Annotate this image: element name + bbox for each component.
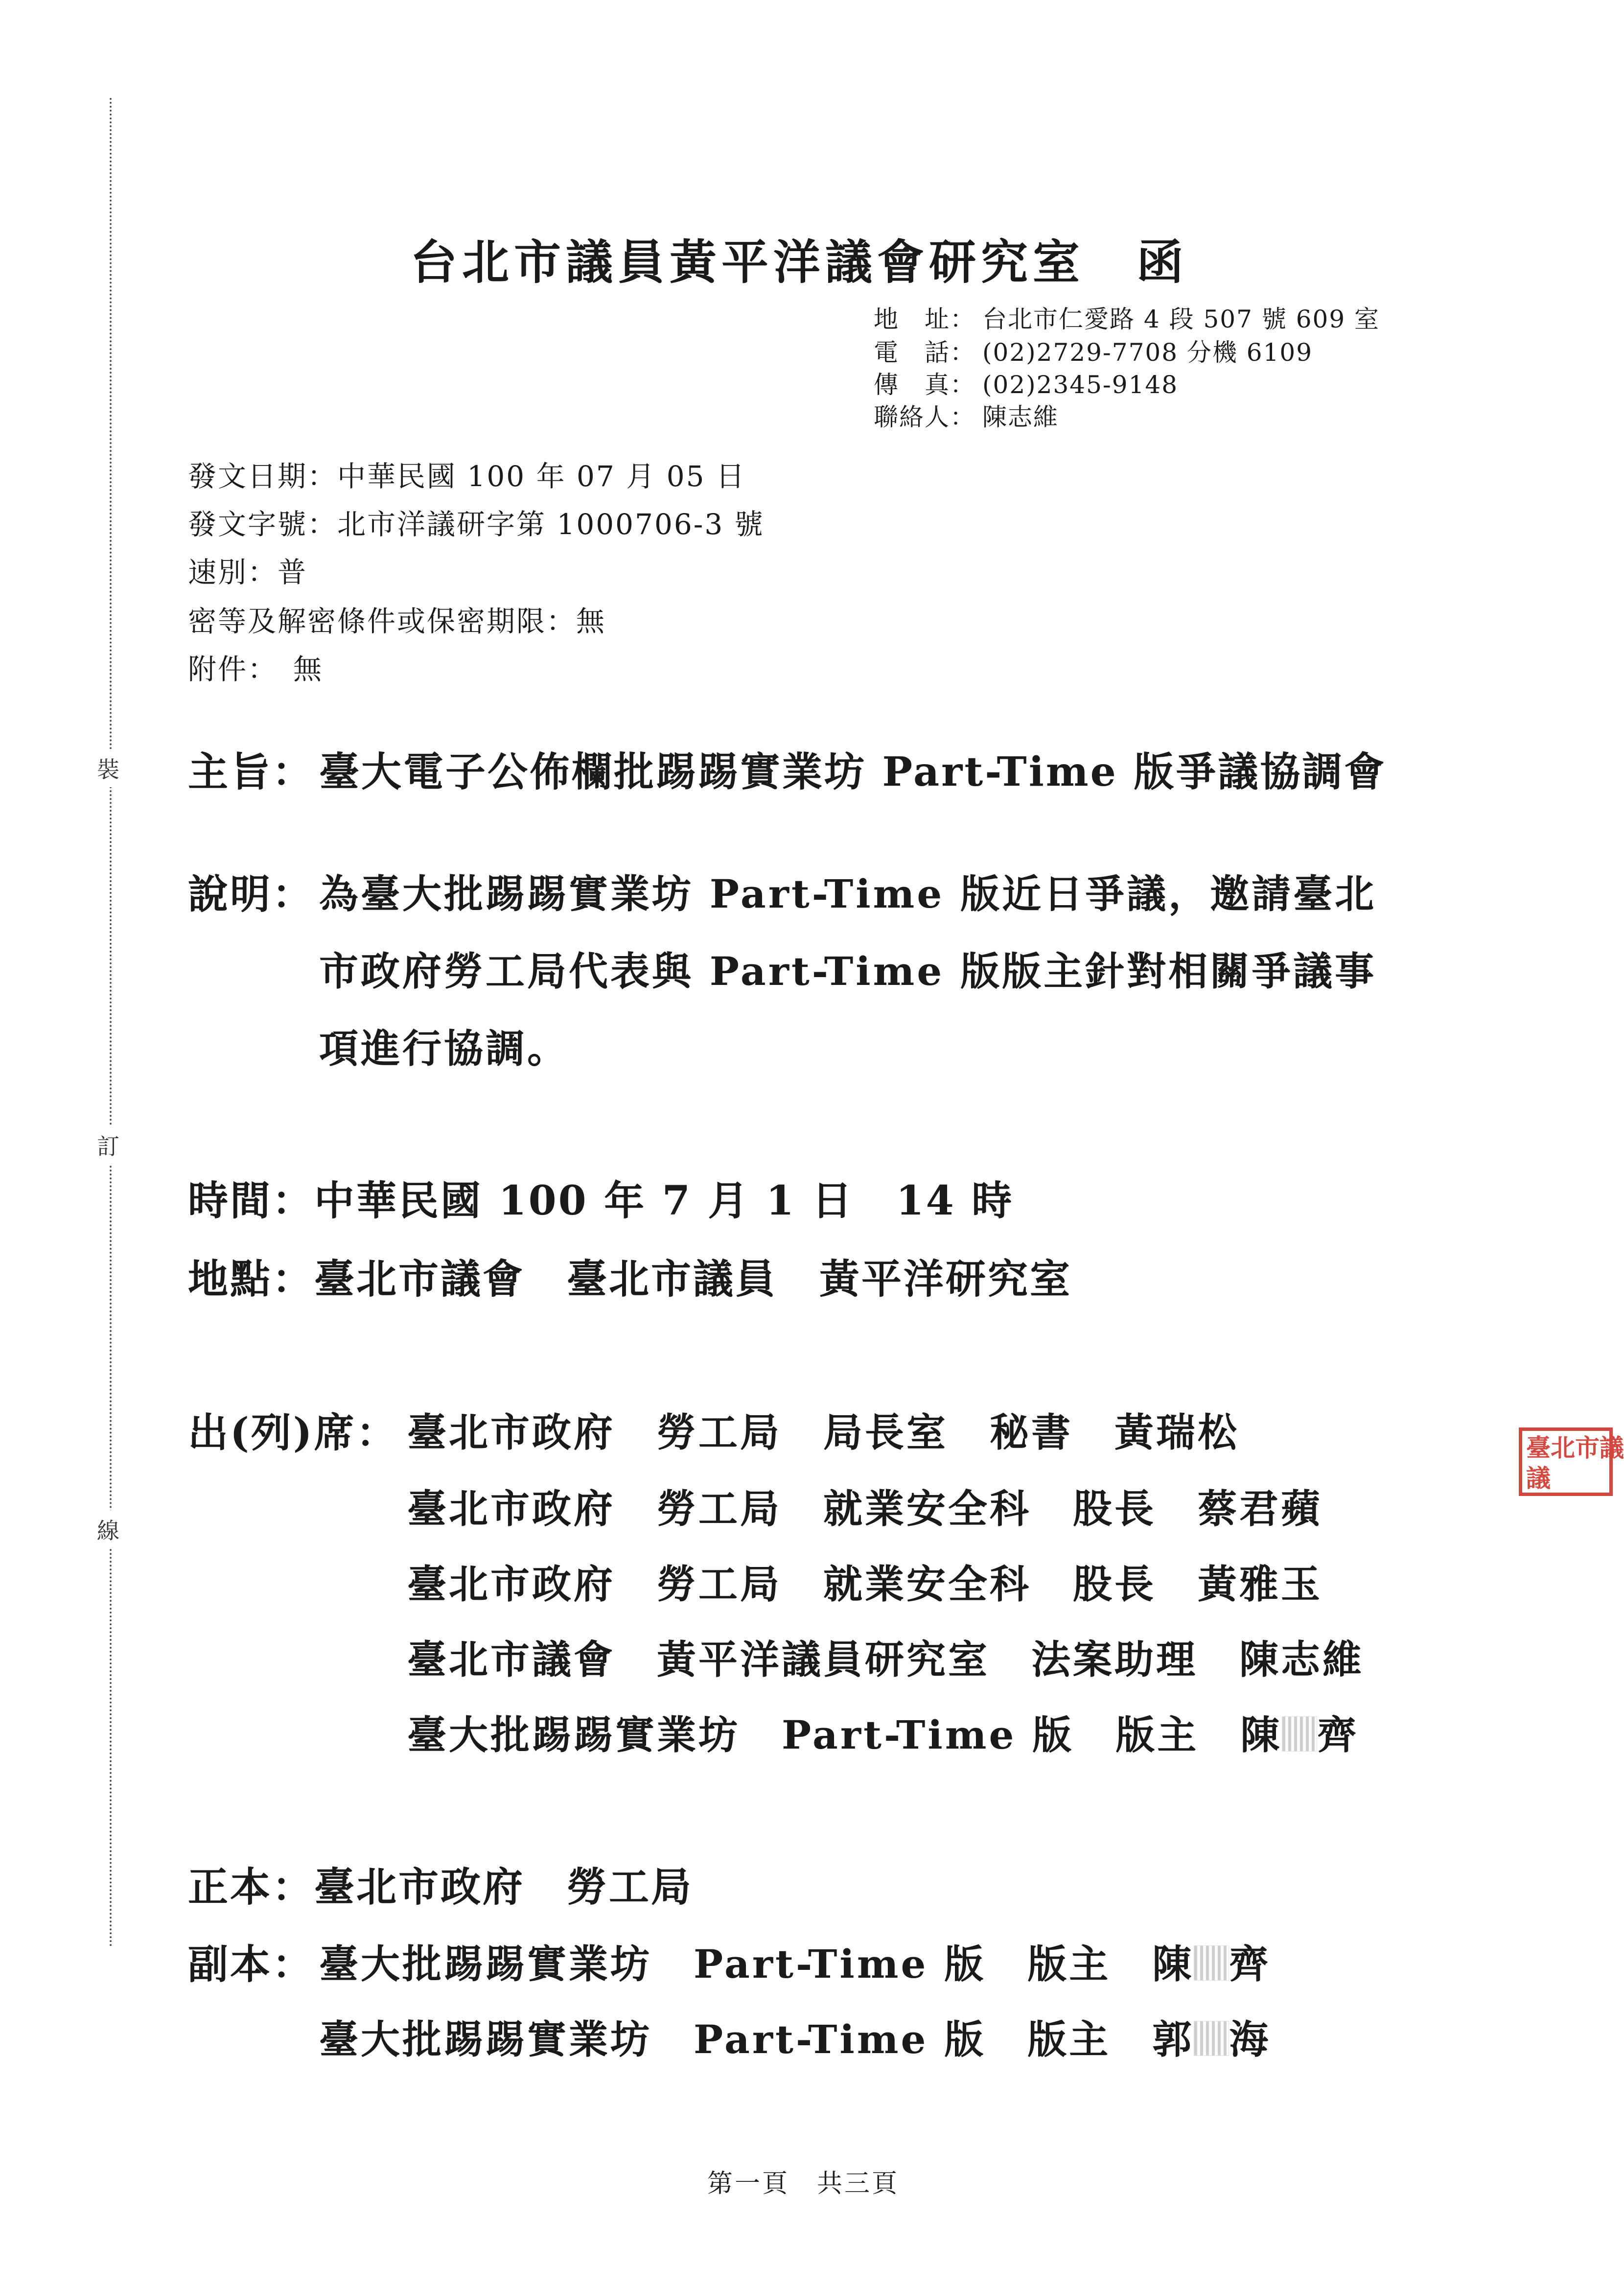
binding-line bbox=[110, 98, 112, 1948]
phone-value: (02)2729-7708 分機 6109 bbox=[982, 338, 1313, 367]
copy-label: 副本： bbox=[188, 1941, 315, 1988]
binding-char: 訂 bbox=[97, 1126, 119, 1164]
description-line: 為臺大批踢踢實業坊 Part-Time 版近日爭議，邀請臺北 bbox=[319, 871, 1377, 917]
copy-recipient-prefix: 臺大批踢踢實業坊 Part-Time 版 版主 陳 bbox=[319, 1941, 1194, 1987]
copy-recipient-suffix: 海 bbox=[1229, 2016, 1271, 2062]
security-level: 密等及解密條件或保密期限：無 bbox=[188, 605, 606, 638]
contact-person-label: 聯絡人： bbox=[874, 403, 975, 431]
stamp-line: 議 bbox=[1526, 1464, 1551, 1493]
attendee-line bbox=[407, 1704, 1359, 1760]
fax-value: (02)2345-9148 bbox=[982, 371, 1179, 399]
binding-char: 線 bbox=[97, 1510, 119, 1548]
contact-address bbox=[874, 300, 1380, 335]
fax-label: 傳 真： bbox=[874, 371, 975, 399]
contact-person bbox=[874, 397, 1059, 433]
redacted-mark bbox=[1194, 1945, 1229, 1981]
delivery-speed: 速別：普 bbox=[188, 556, 308, 589]
copy-recipient bbox=[319, 1933, 1271, 1989]
description-line: 項進行協調。 bbox=[319, 1026, 569, 1072]
description-label: 說明： bbox=[188, 871, 315, 918]
attendee-line-suffix: 齊 bbox=[1317, 1712, 1359, 1758]
document-title: 台北市議員黃平洋議會研究室 函 bbox=[410, 234, 1188, 290]
attendee-line-prefix: 臺大批踢踢實業坊 Part-Time 版 版主 陳 bbox=[407, 1712, 1282, 1758]
attendee-line: 臺北市政府 勞工局 就業安全科 股長 蔡君蘋 bbox=[407, 1486, 1322, 1532]
attendees-label: 出(列)席： bbox=[188, 1409, 398, 1456]
meeting-time: 時間：中華民國 100 年 7 月 1 日 14 時 bbox=[188, 1177, 1014, 1224]
copy-recipient-suffix: 齊 bbox=[1229, 1941, 1271, 1987]
document-number: 發文字號：北市洋議研字第 1000706-3 號 bbox=[188, 508, 765, 541]
description-line: 市政府勞工局代表與 Part-Time 版版主針對相關爭議事 bbox=[319, 948, 1377, 994]
attendee-line: 臺北市政府 勞工局 就業安全科 股長 黃雅玉 bbox=[407, 1561, 1322, 1607]
official-stamp bbox=[1519, 1427, 1624, 1496]
contact-fax bbox=[874, 365, 1178, 400]
attachment: 附件： 無 bbox=[188, 653, 324, 686]
original-recipient: 正本：臺北市政府 勞工局 bbox=[188, 1864, 694, 1911]
redacted-mark bbox=[1194, 2021, 1229, 2056]
attendee-line: 臺北市政府 勞工局 局長室 秘書 黃瑞松 bbox=[407, 1409, 1239, 1455]
address-value: 台北市仁愛路 4 段 507 號 609 室 bbox=[982, 305, 1380, 333]
address-label: 地 址： bbox=[874, 305, 975, 333]
issue-date: 發文日期：中華民國 100 年 07 月 05 日 bbox=[188, 460, 746, 493]
attendee-line: 臺北市議會 黃平洋議員研究室 法案助理 陳志維 bbox=[407, 1636, 1364, 1683]
meeting-place: 地點：臺北市議會 臺北市議員 黃平洋研究室 bbox=[188, 1256, 1072, 1303]
subject-label: 主旨： bbox=[188, 748, 315, 795]
stamp-line: 臺北市議 bbox=[1526, 1433, 1624, 1462]
phone-label: 電 話： bbox=[874, 338, 975, 367]
copy-recipient bbox=[319, 2008, 1271, 2064]
contact-person-value: 陳志維 bbox=[982, 403, 1059, 431]
contact-phone bbox=[874, 333, 1313, 368]
copy-recipient-prefix: 臺大批踢踢實業坊 Part-Time 版 版主 郭 bbox=[319, 2016, 1194, 2062]
binding-char: 裝 bbox=[97, 749, 119, 787]
redacted-mark bbox=[1282, 1716, 1317, 1752]
subject-text: 臺大電子公佈欄批踢踢實業坊 Part-Time 版爭議協調會 bbox=[319, 748, 1387, 795]
page-number: 第一頁 共三頁 bbox=[707, 2169, 900, 2198]
